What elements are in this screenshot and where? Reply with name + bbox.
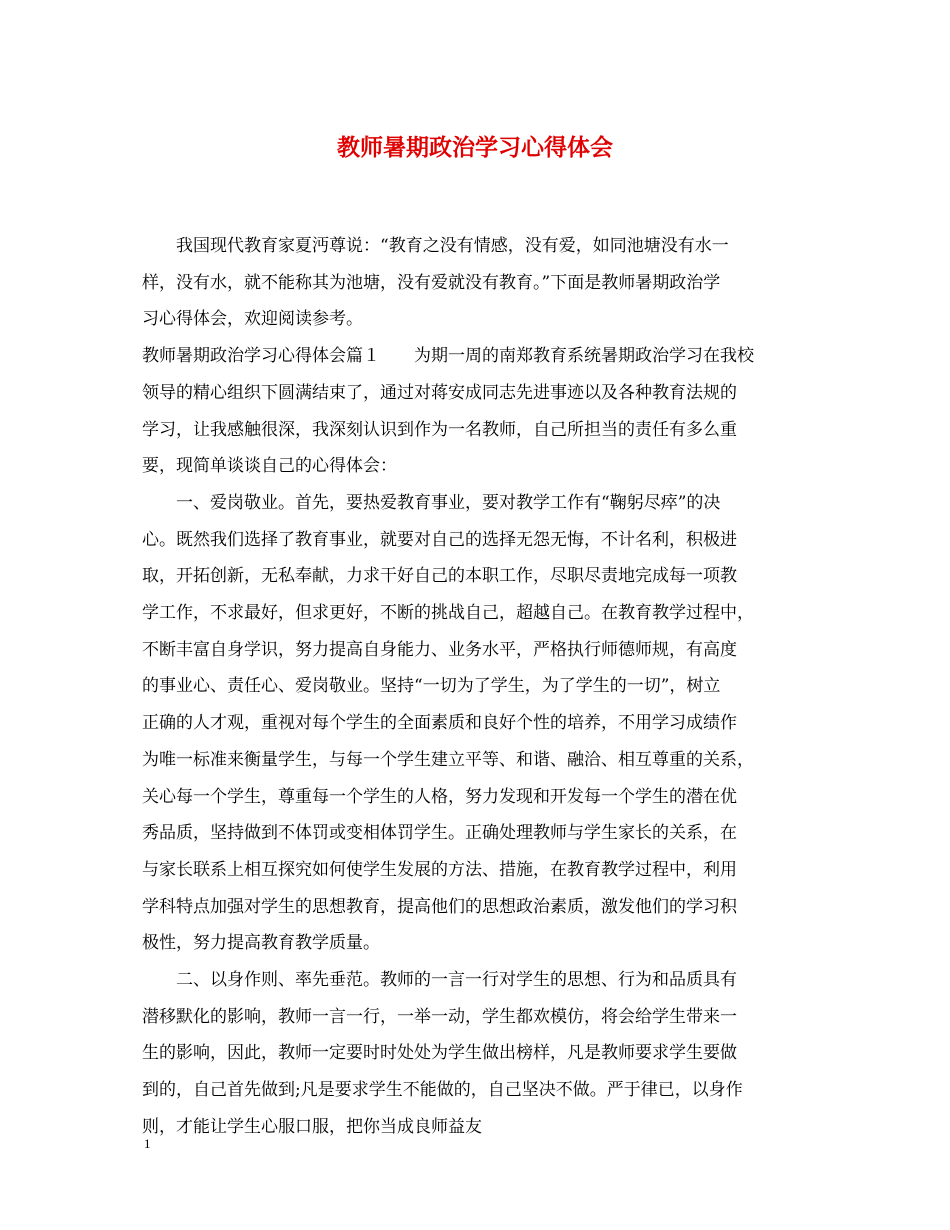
body-text-line: 到的，自己首先做到;凡是要求学生不能做的，自己坚决不做。严于律已，以身作 bbox=[142, 1080, 743, 1101]
body-text-line: 则，才能让学生心服口服，把你当成良师益友 bbox=[142, 1116, 482, 1137]
body-text-line: 领导的精心组织下圆满结束了，通过对蒋安成同志先进事迹以及各种教育法规的 bbox=[142, 382, 737, 403]
body-text-line: 要，现简单谈谈自己的心得体会： bbox=[142, 456, 397, 477]
body-text-line: 不断丰富自身学识，努力提高自身能力、业务水平，严格执行师德师规，有高度 bbox=[142, 639, 737, 660]
body-text-line: 与家长联系上相互探究如何使学生发展的方法、措施，在教育教学过程中，利用 bbox=[142, 859, 737, 880]
body-text-line: 我国现代教育家夏沔尊说：“教育之没有情感，没有爱，如同池塘没有水一 bbox=[142, 236, 729, 256]
body-text-line: 习心得体会，欢迎阅读参考。 bbox=[142, 309, 363, 330]
body-text-line: 心。既然我们选择了教育事业，就要对自己的选择无怨无悔，不计名利，积极进 bbox=[142, 529, 737, 550]
body-text-line: 学习，让我感触很深，我深刻认识到作为一名教师，自己所担当的责任有多么重 bbox=[142, 419, 737, 440]
body-text-line: 样，没有水，就不能称其为池塘，没有爱就没有教育。”下面是教师暑期政治学 bbox=[142, 272, 721, 293]
body-text-line: 学科特点加强对学生的思想教育，提高他们的思想政治素质，激发他们的学习积 bbox=[142, 896, 737, 917]
body-text-line: 生的影响，因此，教师一定要时时处处为学生做出榜样，凡是教师要求学生要做 bbox=[142, 1043, 737, 1064]
body-text-line: 的事业心、责任心、爱岗敬业。坚持“一切为了学生，为了学生的一切”，树立 bbox=[142, 676, 721, 697]
body-text-line: 取，开拓创新，无私奉献，力求干好自己的本职工作，尽职尽责地完成每一项教 bbox=[142, 566, 737, 587]
body-text-line: 一、爱岗敬业。首先，要热爱教育事业，要对教学工作有“鞠躬尽瘁”的决 bbox=[142, 492, 721, 513]
body-text-line: 关心每一个学生，尊重每一个学生的人格，努力发现和开发每一个学生的潜在优 bbox=[142, 786, 737, 807]
body-text-line: 二、以身作则、率先垂范。教师的一言一行对学生的思想、行为和品质具有 bbox=[142, 970, 737, 990]
body-text-line: 教师暑期政治学习心得体会篇１ 为期一周的南郑教育系统暑期政治学习在我校 bbox=[142, 346, 754, 367]
body-text-line: 潜移默化的影响，教师一言一行，一举一动，学生都欢模仿，将会给学生带来一 bbox=[142, 1006, 737, 1027]
body-text-line: 秀品质，坚持做到不体罚或变相体罚学生。正确处理教师与学生家长的关系，在 bbox=[142, 823, 737, 844]
body-text-line: 学工作，不求最好，但求更好，不断的挑战自己，超越自己。在教育教学过程中， bbox=[142, 603, 754, 623]
body-text-line: 极性，努力提高教育教学质量。 bbox=[142, 933, 380, 954]
body-text-line: 为唯一标准来衡量学生，与每一个学生建立平等、和谐、融洽、相互尊重的关系， bbox=[142, 749, 754, 770]
page-number: 1 bbox=[144, 1136, 151, 1151]
body-text-line: 正确的人才观，重视对每个学生的全面素质和良好个性的培养，不用学习成绩作 bbox=[142, 713, 737, 734]
document-title: 教师暑期政治学习心得体会 bbox=[337, 134, 613, 161]
